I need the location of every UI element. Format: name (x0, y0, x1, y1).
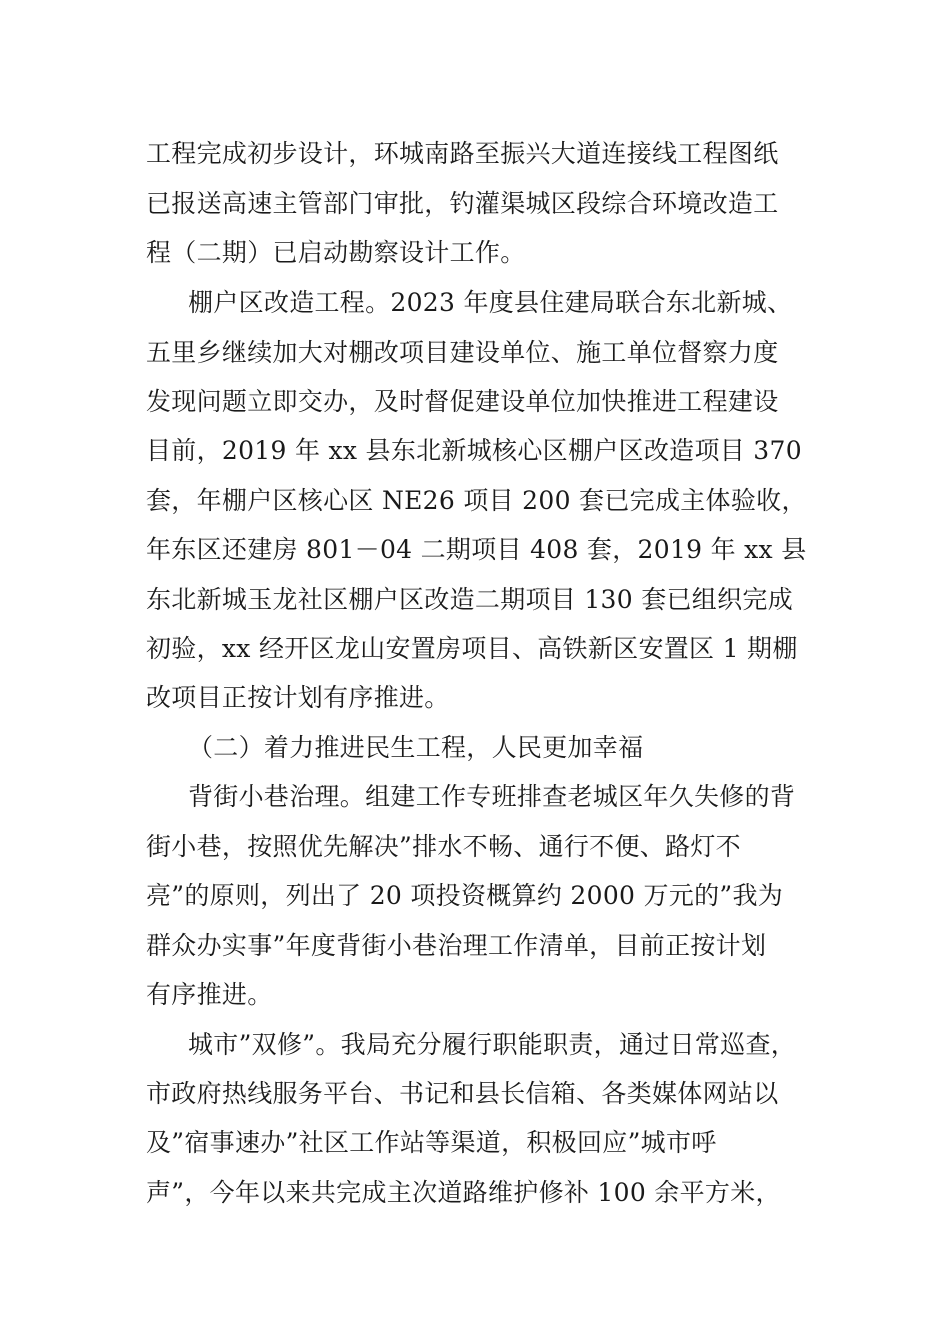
paragraph-line: 声”，今年以来共完成主次道路维护修补 100 余平方米， (146, 1178, 781, 1207)
paragraph-line: 改项目正按计划有序推进。 (146, 683, 450, 712)
paragraph-line: 五里乡继续加大对棚改项目建设单位、施工单位督察力度 (146, 338, 779, 367)
paragraph-line: 年东区还建房 801－04 二期项目 408 套，2019 年 xx 县 (146, 535, 807, 564)
paragraph-line: 背街小巷治理。组建工作专班排查老城区年久失修的背 (188, 782, 796, 811)
paragraph-line: 发现问题立即交办，及时督促建设单位加快推进工程建设 (146, 387, 779, 416)
paragraph-line: 工程完成初步设计，环城南路至振兴大道连接线工程图纸 (146, 139, 779, 168)
paragraph-line: 群众办实事”年度背街小巷治理工作清单，目前正按计划 (146, 931, 767, 960)
paragraph-line: 城市”双修”。我局充分履行职能职责，通过日常巡查， (188, 1030, 797, 1059)
paragraph-line: 目前，2019 年 xx 县东北新城核心区棚户区改造项目 370 (146, 436, 802, 465)
paragraph-line: 亮”的原则，列出了 20 项投资概算约 2000 万元的”我为 (146, 881, 784, 910)
paragraph-line: 初验，xx 经开区龙山安置房项目、高铁新区安置区 1 期棚 (146, 634, 798, 663)
paragraph-line: 棚户区改造工程。2023 年度县住建局联合东北新城、 (188, 288, 793, 317)
paragraph-line: 及”宿事速办”社区工作站等渠道，积极回应”城市呼 (146, 1128, 717, 1157)
paragraph-line: 东北新城玉龙社区棚户区改造二期项目 130 套已组织完成 (146, 585, 794, 614)
paragraph-line: 街小巷，按照优先解决”排水不畅、通行不便、路灯不 (146, 832, 741, 861)
paragraph-line: 套，年棚户区核心区 NE26 项目 200 套已完成主体验收， (146, 486, 807, 515)
paragraph-line: 已报送高速主管部门审批，钓灌渠城区段综合环境改造工 (146, 189, 779, 218)
paragraph-line: 程（二期）已启动勘察设计工作。 (146, 238, 526, 267)
paragraph-line: 有序推进。 (146, 980, 273, 1009)
paragraph-line: 市政府热线服务平台、书记和县长信箱、各类媒体网站以 (146, 1079, 779, 1108)
section-heading: （二）着力推进民生工程，人民更加幸福 (188, 733, 644, 762)
